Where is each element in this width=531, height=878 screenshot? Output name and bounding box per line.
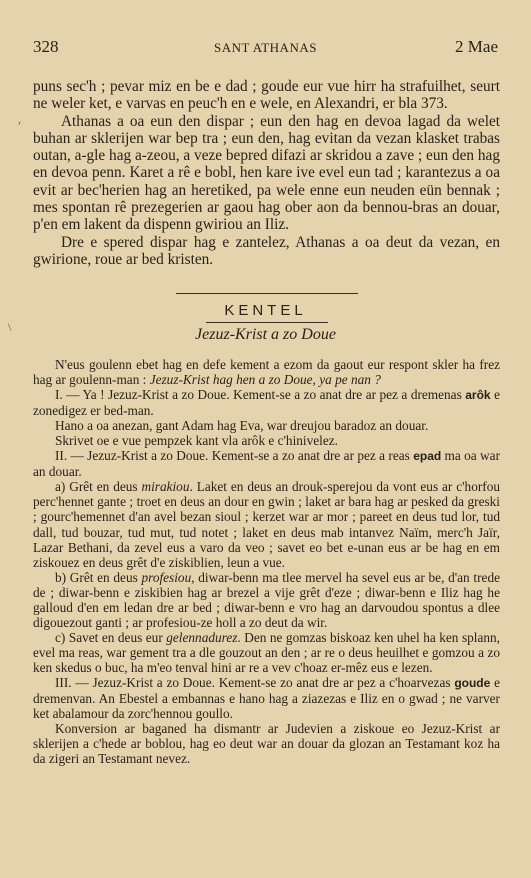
section-heading: KENTEL (224, 302, 307, 319)
lesson-text (33, 357, 500, 766)
intro-text: N'eus goulenn ebet hag en defe kement a ezom da gaout eur respont skler ha frez hag ar goulenn-man : (33, 357, 500, 388)
text-run: I. — Ya ! Jezuz-Krist a zo Doue. Kement-se a zo anat dre ar pez a dremenas (55, 387, 466, 403)
bold-word: epad (413, 449, 442, 464)
text-run: II. — Jezuz-Krist a zo Doue. Kement-se a zo anat dre ar pez a reas (55, 448, 414, 464)
intro-quote: Jezuz-Krist hag hen a zo Doue, ya pe nan ? (149, 372, 381, 388)
paragraph: Skrivet oe e vue pempzek kant vla arôk e c'hinivelez. (55, 433, 338, 449)
paragraph: Hano a oa anezan, gant Adam hag Eva, war dreujou baradoz an douar. (55, 418, 429, 434)
point-c (33, 630, 500, 675)
intro-paragraph (33, 357, 500, 387)
text-run: , diwar-benn ma tlee mervel ha sevel eus ar be, d'an trede de ; diwar-benn e ziskibien hag ar brezel a vije grêt d'eze ; diwar-benn e Iliz hag he galloud d'en em ledan dre ar bed ; diwar-benn e vro hag an darvoudou spontus a dlee digouezout ganti ; ar profesiou-ze holl a zo deut da wir. (33, 569, 500, 630)
italic-word: profesiou (141, 569, 192, 585)
section-subtitle: Jezuz-Krist a zo Doue (195, 326, 336, 343)
text-run: III. — Jezuz-Krist a zo Doue. Kement-se zo anat dre ar pez a c'hoarvezas (55, 674, 455, 690)
section-3-paragraph (33, 675, 500, 721)
page-header (33, 37, 498, 57)
bold-word: arôk (465, 388, 491, 403)
section-divider (176, 293, 358, 294)
text-run: a) Grêt en deus (55, 479, 142, 495)
margin-mark: , (18, 112, 21, 126)
text-run: . Laket en deus an drouk-sperejou da vont eus ar c'horfou perc'hennet gante ; troet en deus an dour en gwin ; laket ar bara hag ar pesked da greski ; gourc'hemennet d'an avel bezan sioul ; kerzet war ar mor ; pareet en deus tud lor, tud dall, tud bouzar, tud mut, tud notet ; laket en deus mab intanvez Naïm, merc'h Jaïr, Lazar Bethani, da zevel eus a varo da veo ; savet eo bet e-unan eus ar be hag en em ziskouez en deus grêt d'e ziskiblien, leun a vue. (33, 479, 500, 570)
text-run: e dremenvan. An Ebestel a embannas e hano hag a ziazezas e Iliz en o gwad ; ne varver ket abalamour da zorc'hennou goullo. (33, 674, 500, 722)
paragraph: Athanas a oa eun den dispar ; eun den hag en devoa lagad da welet buhan ar sklerijen war bep tra ; eun den, hag evitan da vezan klasket trabas outan, a-gle hag a-zeou, a veze bepred difazi ar skridou a zave ; eun den hag en devoa penn. Karet a rê e bobl, hen kare ive evel eun tad ; karantezus a oa evit ar bec'herien hag an heretiked, pa wele enne eun neuden eün bennak ; mes spontan rê prezegerien ar gaou hag ober aon da bennou-bras an douar, p'en em lakent da dispenn gwiriou an Iliz. (33, 112, 500, 234)
italic-word: gelennadurez (166, 629, 238, 645)
paragraph: Konversion ar baganed ha dismantr ar Judevien a ziskoue eo Jezuz-Krist ar sklerijen a c'hede ar boblou, hag eo deut war an douar da glozan an Testamant koz ha da zigeri an Testamant nevez. (33, 721, 500, 767)
text-run: . Den ne gomzas biskoaz ken uhel ha ken splann, evel ma reas, war gement tra a dle gouzout an den ; ar re o deus heuilhet e gomzou a zo ken skedus o buc, ha m'eo tenval hini ar re a vev c'hoaz er-mêz eus e lezen. (33, 629, 500, 675)
heading-underline (206, 322, 328, 323)
section-1-paragraph (33, 387, 500, 418)
point-a (33, 479, 500, 569)
running-title: SANT ATHANAS (214, 40, 317, 55)
text-run: ma oa war an douar. (33, 448, 500, 480)
biography-text (33, 78, 500, 268)
margin-mark: \ (8, 320, 12, 334)
page-date: 2 Mae (455, 37, 498, 56)
text-run: b) Grêt en deus (55, 569, 142, 585)
text-run: e zonedigez er bed-man. (33, 387, 500, 419)
section-2-paragraph (33, 448, 500, 479)
bold-word: goude (454, 675, 491, 690)
text-run: c) Savet en deus eur (55, 629, 167, 645)
paragraph: puns sec'h ; pevar miz en be e dad ; goude eur vue hirr ha strafuilhet, seurt ne weler ket, e varvas en peuc'h en e wele, en Alexandri, er bla 373. (33, 78, 500, 113)
italic-word: mirakiou (141, 479, 190, 495)
page-number: 328 (33, 37, 59, 56)
point-b (33, 570, 500, 630)
paragraph: Dre e spered dispar hag e zantelez, Athanas a oa deut da vezan, en gwirione, roue ar bed kristen. (33, 233, 500, 268)
